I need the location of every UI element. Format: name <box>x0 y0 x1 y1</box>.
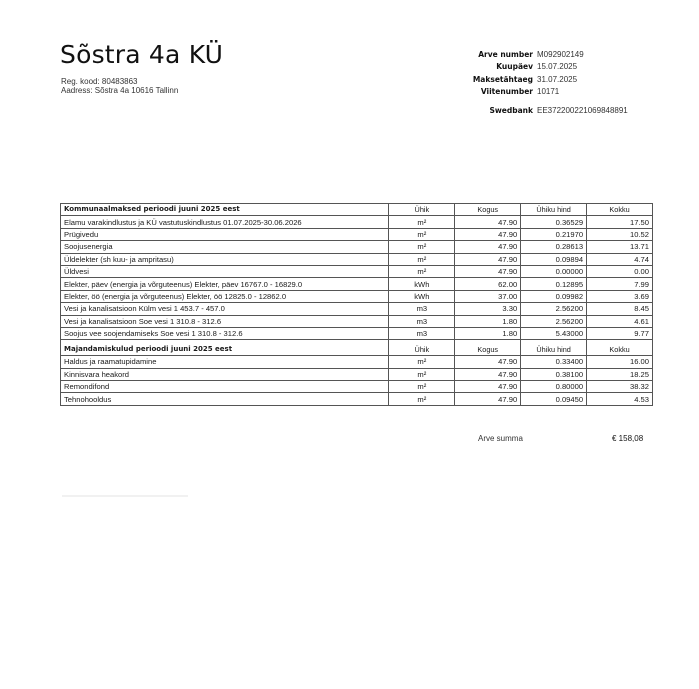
table-row: Elamu varakindlustus ja KÜ vastutuskindlustus 01.07.2025-30.06.2026 m² 47.90 0.36529 17.50 <box>61 216 653 228</box>
table-row: Soojus vee soojendamiseks Soe vesi 1 310.8 - 312.6 m3 1.80 5.43000 9.77 <box>61 327 653 339</box>
column-header-unit-price: Ühiku hind <box>521 204 587 216</box>
column-header-unit: Ühik <box>389 340 455 356</box>
meta-bank-account: Swedbank EE372200221069848891 <box>489 106 628 115</box>
column-header-quantity: Kogus <box>455 340 521 356</box>
section-header-maintenance <box>61 340 653 356</box>
invoice-table <box>60 203 653 406</box>
invoice-total-label: Arve summa <box>478 434 523 443</box>
table-row: Haldus ja raamatupidamine m² 47.90 0.33400 16.00 <box>61 356 653 368</box>
section-header-utilities <box>61 204 653 216</box>
table-row: Tehnohooldus m² 47.90 0.09450 4.53 <box>61 393 653 405</box>
meta-date: Kuupäev 15.07.2025 <box>496 62 578 71</box>
address: Aadress: Sõstra 4a 10616 Tallinn <box>61 86 179 95</box>
table-row: Elekter, öö (energia ja võrguteenus) Elekter, öö 12825.0 - 12862.0 kWh 37.00 0.09982 3.69 <box>61 290 653 302</box>
section-title: Kommunaalmaksed perioodi juuni 2025 eest <box>61 204 389 216</box>
table-row: Remondifond m² 47.90 0.80000 38.32 <box>61 381 653 393</box>
column-header-quantity: Kogus <box>455 204 521 216</box>
column-header-unit: Ühik <box>389 204 455 216</box>
table-row: Üldvesi m² 47.90 0.00000 0.00 <box>61 265 653 277</box>
section-title: Majandamiskulud perioodi juuni 2025 eest <box>61 340 389 356</box>
column-header-total: Kokku <box>587 340 653 356</box>
registry-code: Reg. kood: 80483863 <box>61 77 138 86</box>
meta-due-date: Maksetähtaeg 31.07.2025 <box>472 75 578 84</box>
table-row: Üldelekter (sh kuu- ja ampritasu) m² 47.90 0.09894 4.74 <box>61 253 653 265</box>
table-row: Soojusenergia m² 47.90 0.28613 13.71 <box>61 241 653 253</box>
association-name: Sõstra 4a KÜ <box>60 40 224 69</box>
table-row: Vesi ja kanalisatsioon Külm vesi 1 453.7 - 457.0 m3 3.30 2.56200 8.45 <box>61 303 653 315</box>
column-header-total: Kokku <box>587 204 653 216</box>
table-row: Kinnisvara heakord m² 47.90 0.38100 18.25 <box>61 368 653 380</box>
table-row: Vesi ja kanalisatsioon Soe vesi 1 310.8 - 312.6 m3 1.80 2.56200 4.61 <box>61 315 653 327</box>
column-header-unit-price: Ühiku hind <box>521 340 587 356</box>
table-row: Elekter, päev (energia ja võrguteenus) Elekter, päev 16767.0 - 16829.0 kWh 62.00 0.12895 7.99 <box>61 278 653 290</box>
meta-invoice-number: Arve number M092902149 <box>478 50 584 59</box>
invoice-total-value: € 158,08 <box>612 434 644 443</box>
meta-reference-number: Viitenumber 10171 <box>480 87 560 96</box>
faint-divider <box>62 495 188 497</box>
table-row: Prügivedu m² 47.90 0.21970 10.52 <box>61 228 653 240</box>
